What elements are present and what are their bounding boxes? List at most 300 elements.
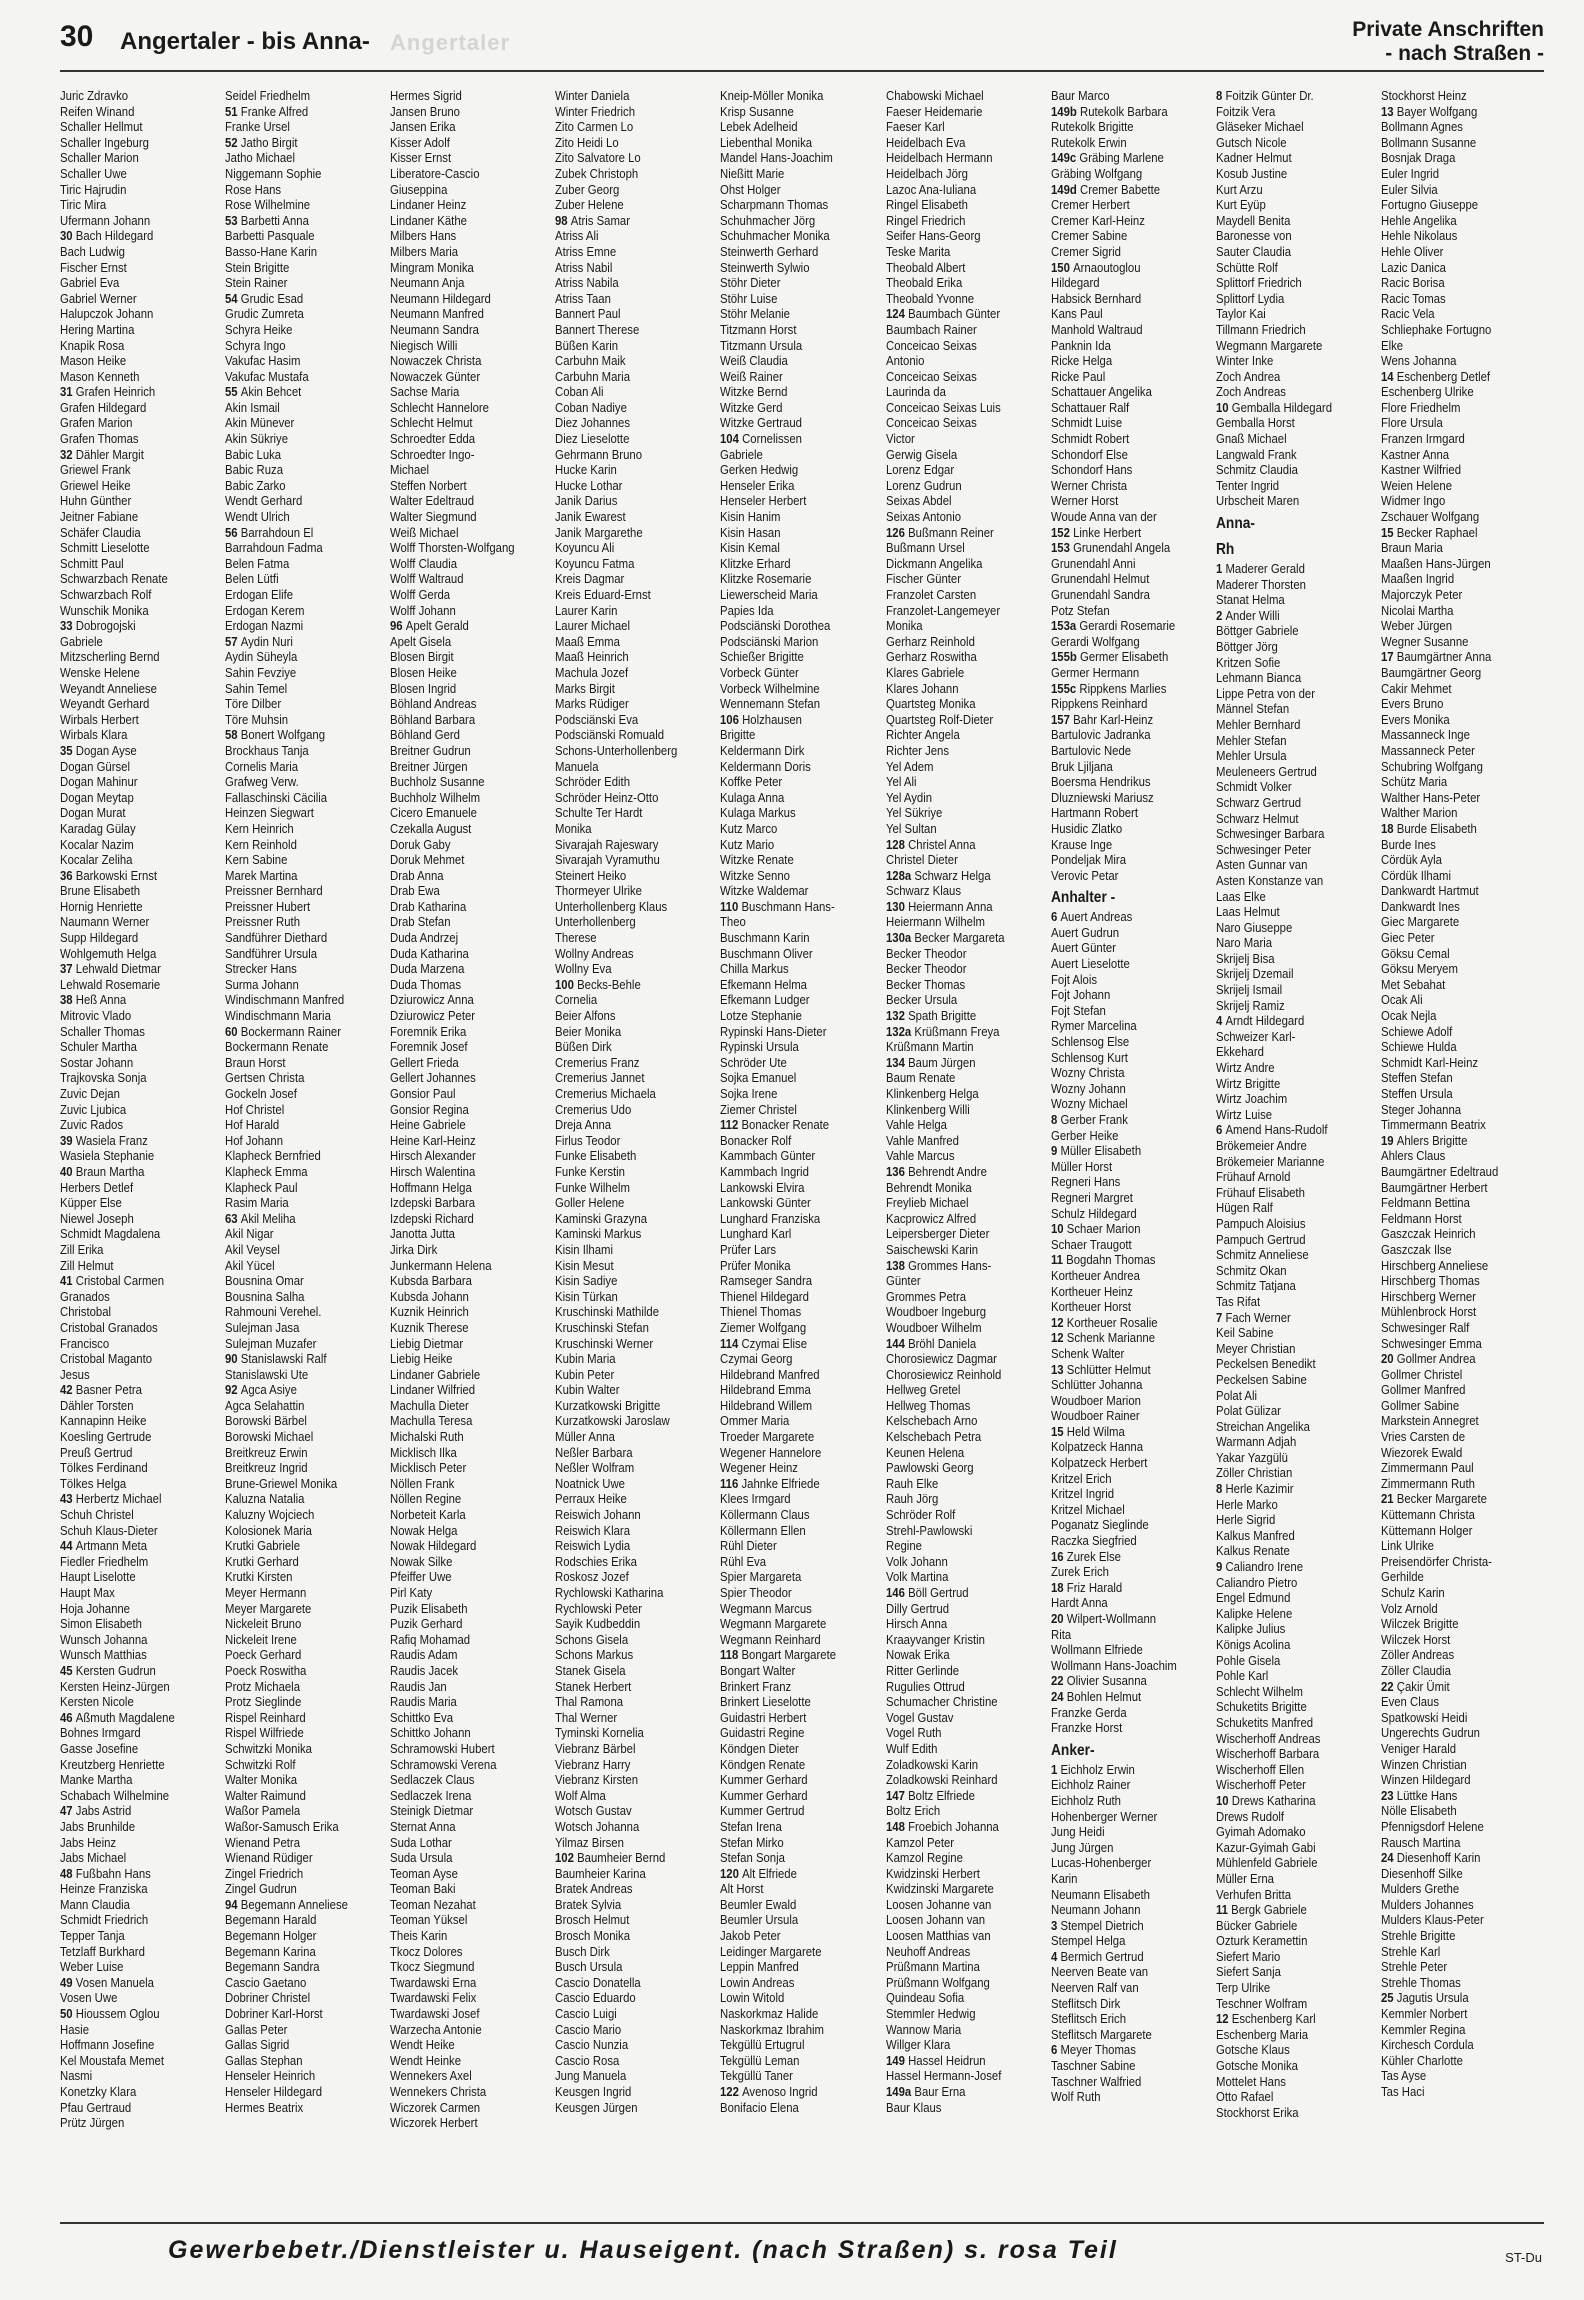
directory-entry: Kel Moustafa Memet	[60, 2052, 165, 2068]
directory-entry: Hof Johann	[225, 1132, 284, 1148]
directory-entry: Yel Sükriye	[885, 805, 942, 821]
directory-entry: Akin Münever	[225, 415, 295, 431]
house-number: 96	[390, 618, 406, 634]
directory-entry: Granados	[60, 1288, 110, 1304]
directory-entry: Büßen Karin	[555, 337, 619, 353]
directory-entry: Reiswich Johann	[555, 1507, 642, 1523]
directory-entry: Cornelia	[555, 992, 598, 1008]
directory-entry: Michalski Ruth	[390, 1429, 464, 1445]
directory-entry: 4 Bermich Gertrud	[1050, 1948, 1144, 1964]
directory-entry: Knapik Rosa	[60, 337, 125, 353]
directory-entry: Schwarzbach Rolf	[60, 587, 152, 602]
directory-entry: Stöhr Dieter	[720, 275, 781, 291]
directory-entry: Drab Katharina	[390, 898, 467, 914]
directory-entry: Liebig Heike	[390, 1351, 453, 1367]
directory-entry: Zito Salvatore Lo	[555, 150, 642, 166]
directory-entry: 149c Gräbing Marlene	[1050, 150, 1164, 166]
directory-entry: Laas Helmut	[1215, 904, 1280, 920]
directory-entry: 16 Zurek Else	[1050, 1548, 1121, 1564]
house-number: 36	[60, 867, 76, 883]
directory-entry: Schmitz Anneliese	[1215, 1247, 1309, 1263]
house-number: 30	[60, 228, 76, 244]
directory-entry: Cakir Mehmet	[1380, 680, 1452, 696]
directory-entry: Spatkowski Heidi	[1380, 1709, 1468, 1725]
directory-entry: Alt Horst	[720, 1881, 764, 1897]
directory-entry: Gerwig Gisela	[885, 446, 957, 462]
directory-entry: Quartsteg Monika	[885, 696, 976, 712]
directory-entry: Tiric Mira	[60, 197, 107, 213]
directory-entry: Schlecht Hannelore	[390, 399, 490, 415]
directory-entry: Eichholz Rainer	[1050, 1777, 1131, 1793]
directory-entry: Peckelsen Sabine	[1215, 1371, 1307, 1387]
directory-entry: Kulaga Anna	[720, 789, 785, 805]
directory-entry: Kritzen Sofie	[1215, 654, 1281, 670]
directory-entry: Brosch Helmut	[555, 1912, 630, 1928]
directory-entry: Raudis Jacek	[390, 1662, 459, 1678]
directory-entry: Podsciänski Romuald	[555, 727, 665, 743]
house-number: 63	[225, 1210, 241, 1226]
directory-entry: Volz Arnold	[1380, 1600, 1438, 1616]
directory-entry: Kern Heinrich	[225, 820, 294, 836]
directory-entry: Wienand Rüdiger	[225, 1850, 313, 1866]
house-number: 38	[60, 992, 76, 1008]
directory-entry: Pondeljak Mira	[1050, 852, 1126, 868]
directory-entry: Volk Johann	[885, 1553, 948, 1569]
directory-entry: Zuvic Dejan	[60, 1086, 120, 1101]
directory-entry: Loosen Matthias van	[885, 1928, 991, 1944]
directory-entry: Germer Hermann	[1050, 664, 1139, 680]
directory-entry: Beier Alfons	[555, 1008, 616, 1024]
directory-entry: Erdogan Nazmi	[225, 618, 304, 634]
directory-entry: Micklisch Peter	[390, 1460, 467, 1476]
directory-entry: 8 Gerber Frank	[1050, 1112, 1128, 1127]
directory-entry: Fojt Stefan	[1050, 1002, 1106, 1018]
directory-entry: Heine Gabriele	[390, 1117, 466, 1133]
directory-entry: 18 Burde Elisabeth	[1380, 820, 1477, 836]
directory-entry: Sivarajah Vyramuthu	[555, 852, 661, 868]
directory-entry: Cremer Herbert	[1050, 197, 1130, 213]
directory-entry: 104 Cornelissen	[720, 431, 803, 447]
directory-entry: Schons Markus	[555, 1647, 634, 1663]
directory-entry: Wollny Eva	[555, 961, 612, 977]
directory-entry: Werner Christa	[1050, 477, 1127, 493]
house-number: 6	[1050, 909, 1061, 925]
directory-entry: Hehle Nikolaus	[1380, 228, 1458, 244]
directory-entry: Günter	[885, 1273, 921, 1289]
house-number: 51	[225, 103, 241, 119]
directory-entry: Kammbach Ingrid	[720, 1163, 810, 1179]
directory-column	[225, 88, 390, 2213]
house-number: 153	[1050, 540, 1073, 556]
directory-entry: Kurzatkowski Brigitte	[555, 1397, 661, 1413]
directory-entry: Puzik Elisabeth	[390, 1600, 468, 1616]
directory-entry: Schütz Maria	[1380, 774, 1448, 790]
directory-entry: Becker Theodor	[885, 945, 967, 961]
directory-entry: Bruk Ljiljana	[1050, 758, 1113, 774]
directory-entry: Kosub Justine	[1215, 165, 1288, 181]
directory-entry: Kraayvanger Kristin	[885, 1631, 985, 1647]
directory-entry: Kaluzna Natalia	[225, 1491, 305, 1507]
directory-entry: Herle Marko	[1215, 1496, 1278, 1512]
directory-entry: Hering Martina	[60, 321, 135, 337]
directory-entry: Kannapinn Heike	[60, 1413, 147, 1429]
directory-entry: Schuketits Manfred	[1215, 1714, 1313, 1730]
directory-entry: Lehwald Rosemarie	[60, 976, 161, 992]
directory-entry: Lowin Witold	[720, 1990, 785, 2006]
directory-entry: Kummer Gerhard	[720, 1787, 809, 1803]
directory-entry: Ritter Gerlinde	[885, 1662, 959, 1678]
directory-entry: Zito Heidi Lo	[555, 134, 620, 150]
directory-entry: Wozny Michael	[1050, 1096, 1128, 1112]
directory-entry: Wischerhoff Andreas	[1215, 1730, 1321, 1746]
directory-entry: Gasse Josefine	[60, 1740, 139, 1756]
directory-entry: Schmidt Magdalena	[60, 1226, 161, 1242]
directory-entry: Funke Kerstin	[555, 1163, 626, 1179]
directory-entry: Evers Monika	[1380, 711, 1450, 727]
directory-entry: Dogan Gürsel	[60, 758, 130, 774]
directory-entry: Ramseger Sandra	[720, 1273, 813, 1289]
directory-entry: Zoladkowski Reinhard	[885, 1772, 998, 1788]
directory-entry: Apelt Gisela	[390, 633, 452, 649]
directory-entry: 157 Bahr Karl-Heinz	[1050, 711, 1153, 727]
directory-entry: Neumann Hildegard	[390, 290, 492, 306]
directory-entry: Fallaschinski Cäcilia	[225, 789, 328, 805]
directory-entry: Cremerius Udo	[555, 1101, 632, 1117]
directory-column	[390, 88, 555, 2213]
directory-entry: Theobald Yvonne	[885, 290, 974, 306]
directory-entry: Zoch Andrea	[1215, 368, 1281, 384]
directory-entry: 41 Cristobal Carmen	[60, 1273, 165, 1289]
directory-entry: Cascio Luigi	[555, 2006, 618, 2022]
directory-entry: Duda Katharina	[390, 945, 470, 961]
house-number: 147	[885, 1787, 908, 1803]
directory-entry: Panknin Ida	[1050, 337, 1111, 353]
directory-entry: Simon Elisabeth	[60, 1616, 142, 1632]
directory-entry: Wunschik Monika	[60, 602, 149, 618]
directory-entry: Meuleneers Gertrud	[1215, 763, 1317, 779]
directory-entry: Mulders Johannes	[1380, 1896, 1474, 1912]
directory-entry: 36 Barkowski Ernst	[60, 867, 158, 883]
directory-entry: Preissner Hubert	[225, 898, 311, 914]
directory-entry: Griewel Frank	[60, 462, 131, 478]
directory-entry: Neumann Anja	[390, 275, 465, 291]
directory-entry: Babic Zarko	[225, 477, 286, 493]
directory-entry: Wendt Heinke	[390, 2052, 462, 2068]
directory-entry: 120 Alt Elfriede	[720, 1865, 798, 1881]
directory-entry: Schütte Rolf	[1215, 259, 1278, 275]
directory-entry: Baumheier Karina	[555, 1865, 647, 1881]
directory-entry: Zill Erika	[60, 1241, 104, 1257]
directory-entry: Steflitsch Dirk	[1050, 1995, 1120, 2011]
directory-entry: Gerken Hedwig	[720, 462, 799, 478]
directory-entry: Skrijelj Ramiz	[1215, 997, 1285, 1013]
directory-entry: Henseler Heinrich	[225, 2068, 316, 2084]
directory-entry: Walter Monika	[225, 1772, 298, 1788]
directory-entry: Freylieb Michael	[885, 1195, 969, 1211]
directory-entry: Viebranz Kirsten	[555, 1772, 639, 1788]
directory-entry: Wollny Andreas	[555, 945, 634, 961]
directory-entry: Naumann Werner	[60, 914, 150, 930]
directory-entry: Gallas Sigrid	[225, 2037, 290, 2053]
directory-entry: Burde Ines	[1380, 836, 1436, 852]
directory-entry: Dickmann Angelika	[885, 555, 983, 571]
directory-entry: Potz Stefan	[1050, 602, 1110, 618]
directory-entry: Kastner Anna	[1380, 446, 1449, 462]
directory-entry: Zoch Andreas	[1215, 384, 1286, 400]
section-label-line1: Private Anschriften	[1352, 18, 1544, 41]
directory-entry: Neumann Manfred	[390, 306, 485, 322]
directory-entry: Stefan Irena	[720, 1818, 783, 1834]
directory-entry: Asten Gunnar van	[1215, 857, 1308, 873]
directory-column	[886, 88, 1051, 2213]
directory-entry: Blosen Heike	[390, 664, 458, 680]
directory-entry: Witzke Senno	[720, 867, 791, 883]
directory-entry: Breitner Gudrun	[390, 742, 471, 758]
directory-entry: Zoladkowski Karin	[885, 1756, 978, 1772]
directory-entry: Wendt Ulrich	[225, 509, 290, 525]
directory-entry: 30 Bach Hildegard	[60, 228, 154, 244]
directory-entry: Strehle Peter	[1380, 1959, 1448, 1975]
directory-entry: Thal Werner	[555, 1709, 618, 1725]
directory-entry: Thienel Hildegard	[720, 1288, 810, 1304]
directory-entry: Auert Günter	[1050, 940, 1116, 956]
directory-entry: Naro Giuseppe	[1215, 919, 1293, 935]
directory-entry: Brune Elisabeth	[60, 883, 141, 899]
directory-entry: Steffen Ursula	[1380, 1086, 1453, 1101]
directory-entry: Schabach Wilhelmine	[60, 1787, 170, 1803]
directory-entry: Wegener Hannelore	[720, 1444, 822, 1460]
house-number: 55	[225, 384, 241, 400]
directory-entry: Stemmler Hedwig	[885, 2006, 976, 2022]
directory-entry: Kortheuer Heinz	[1050, 1283, 1133, 1299]
directory-entry: Maydell Benita	[1215, 212, 1291, 228]
directory-entry: Hoffmann Josefine	[60, 2037, 155, 2053]
directory-entry: Cascio Mario	[555, 2021, 622, 2037]
directory-entry: Rypinski Hans-Dieter	[720, 1023, 827, 1039]
directory-entry: Dogan Murat	[60, 805, 126, 821]
directory-entry: Zimmermann Ruth	[1380, 1475, 1475, 1491]
directory-entry: 155b Germer Elisabeth	[1050, 649, 1168, 665]
directory-entry: Gerber Heike	[1050, 1127, 1119, 1143]
directory-entry: Wiezorek Ewald	[1380, 1444, 1463, 1460]
directory-entry: Schuh Christel	[60, 1507, 134, 1523]
directory-entry: Schwitzki Rolf	[225, 1756, 296, 1772]
directory-entry: Roskosz Jozef	[555, 1569, 630, 1585]
directory-entry: Tillmann Friedrich	[1215, 321, 1306, 337]
directory-entry: Raczka Siegfried	[1050, 1533, 1137, 1549]
directory-entry: Gellert Johannes	[390, 1070, 476, 1086]
house-number: 50	[60, 2006, 76, 2022]
directory-entry: Kisin Mesut	[555, 1257, 614, 1273]
directory-entry: Grunendahl Helmut	[1050, 571, 1150, 587]
directory-entry: Franzke Gerda	[1050, 1704, 1127, 1720]
directory-entry: Schmitz Tatjana	[1215, 1278, 1296, 1294]
directory-entry: Köllermann Claus	[720, 1507, 810, 1523]
directory-entry: Thienel Thomas	[720, 1304, 802, 1320]
directory-entry: Coban Ali	[555, 384, 604, 400]
directory-entry: Wollmann Hans-Joachim	[1050, 1657, 1177, 1673]
house-number: 132a	[885, 1023, 914, 1039]
directory-entry: Rühl Eva	[720, 1553, 767, 1569]
directory-entry: Drab Ewa	[390, 883, 441, 899]
directory-entry: Kaminski Markus	[555, 1226, 642, 1242]
directory-entry: Cristobal Maganto	[60, 1351, 153, 1367]
house-number: 4	[1050, 1948, 1061, 1964]
directory-entry: Janik Ewarest	[555, 509, 626, 525]
house-number: 90	[225, 1351, 241, 1367]
directory-entry: Hellweg Thomas	[885, 1397, 970, 1413]
directory-entry: 152 Linke Herbert	[1050, 524, 1141, 540]
directory-entry: Kaluzny Wojciech	[225, 1507, 315, 1523]
directory-entry: Peckelsen Benedikt	[1215, 1356, 1316, 1372]
directory-entry: Schenk Walter	[1050, 1345, 1124, 1361]
directory-entry: Richter Jens	[885, 742, 949, 758]
directory-entry: Jabs Michael	[60, 1850, 127, 1866]
directory-entry: Klinkenberg Willi	[885, 1101, 970, 1117]
directory-entry: Mehler Ursula	[1215, 748, 1287, 764]
directory-entry: Müller Anna	[555, 1429, 616, 1445]
directory-entry: Puzik Gerhard	[390, 1616, 463, 1632]
directory-entry: Schyra Heike	[225, 321, 293, 337]
directory-entry: Kortheuer Horst	[1050, 1299, 1131, 1315]
directory-entry: Zuber Helene	[555, 197, 625, 213]
directory-entry: Stanislawski Ute	[225, 1366, 309, 1382]
directory-entry: Eschenberg Ulrike	[1380, 384, 1474, 400]
directory-entry: Conceicao Seixas	[885, 415, 977, 431]
directory-entry: Schröder Heinz-Otto	[555, 789, 659, 805]
directory-entry: Timmermann Beatrix	[1380, 1117, 1486, 1133]
house-number: 53	[225, 212, 241, 228]
house-number: 106	[720, 711, 743, 727]
directory-entry: Hoffmann Helga	[390, 1179, 472, 1195]
directory-entry: Jirka Dirk	[390, 1241, 438, 1257]
directory-entry: Spier Theodor	[720, 1585, 793, 1600]
directory-entry: Viebranz Bärbel	[555, 1740, 636, 1756]
directory-entry: Husidic Zlatko	[1050, 820, 1122, 836]
directory-entry: 25 Jagutis Ursula	[1380, 1990, 1469, 2006]
directory-entry: Ricke Helga	[1050, 353, 1112, 369]
directory-entry: Grafen Marion	[60, 415, 133, 431]
directory-entry: Caliandro Pietro	[1215, 1574, 1298, 1590]
directory-entry: Steger Johanna	[1380, 1101, 1461, 1117]
house-number: 20	[1380, 1351, 1397, 1367]
directory-entry: Wischerhoff Ellen	[1215, 1761, 1304, 1777]
directory-entry: Taschner Sabine	[1050, 2058, 1136, 2074]
directory-entry: Gertsen Christa	[225, 1070, 305, 1086]
directory-entry: Hornig Henriette	[60, 898, 143, 914]
directory-entry: Gollmer Sabine	[1380, 1397, 1460, 1413]
directory-entry: Schweizer Karl-	[1215, 1028, 1296, 1044]
directory-entry: Cascio Rosa	[555, 2052, 620, 2068]
directory-entry: 35 Dogan Ayse	[60, 742, 137, 758]
directory-entry: Stempel Helga	[1050, 1933, 1126, 1949]
directory-entry: Eichholz Ruth	[1050, 1792, 1121, 1808]
directory-entry: 106 Holzhausen	[720, 711, 803, 727]
house-number: 43	[60, 1491, 76, 1507]
directory-entry: Woudboer Wilhelm	[885, 1319, 982, 1335]
directory-entry: Kutz Marco	[720, 820, 778, 836]
directory-entry: Mulders Klaus-Peter	[1380, 1912, 1484, 1928]
directory-entry: Brigitte	[720, 727, 756, 743]
directory-entry: Nowaczek Günter	[390, 368, 481, 384]
directory-entry: 63 Akil Meliha	[225, 1210, 296, 1226]
directory-entry: Cristobal Granados	[60, 1319, 158, 1335]
directory-entry: Pirl Katy	[390, 1585, 433, 1600]
directory-entry: 146 Böll Gertrud	[885, 1585, 969, 1600]
directory-entry: Laurer Karin	[555, 602, 618, 618]
directory-entry: Karin	[1050, 1870, 1078, 1886]
directory-entry: Theobald Erika	[885, 275, 962, 291]
directory-entry: Schwarz Klaus	[885, 883, 961, 899]
directory-entry: Nießitt Marie	[720, 165, 785, 181]
directory-entry: Bücker Gabriele	[1215, 1917, 1298, 1933]
directory-entry: Gabriel Werner	[60, 290, 137, 306]
house-number: 6	[1050, 2042, 1061, 2058]
directory-entry: Doruk Mehmet	[390, 852, 465, 868]
directory-entry: Schattauer Ralf	[1050, 399, 1129, 415]
directory-entry: Breitkreuz Erwin	[225, 1444, 308, 1460]
directory-entry: Schlecht Helmut	[390, 415, 473, 431]
directory-entry: Heidelbach Hermann	[885, 150, 993, 166]
directory-entry: Neßler Barbara	[555, 1444, 633, 1460]
directory-entry: Seifer Hans-Georg	[885, 228, 981, 244]
house-number: 149	[885, 2052, 908, 2068]
directory-entry: Machulla Dieter	[390, 1397, 470, 1413]
house-number: 149d	[1050, 181, 1080, 197]
directory-entry: Taylor Kai	[1215, 306, 1266, 322]
directory-entry: Krisp Susanne	[720, 103, 795, 119]
directory-entry: Tiric Hajrudin	[60, 181, 127, 197]
directory-entry: Dobriner Christel	[225, 1990, 311, 2006]
directory-entry: Euler Silvia	[1380, 181, 1438, 197]
directory-entry: 150 Arnaoutoglou	[1050, 259, 1141, 275]
house-number: 22	[1050, 1673, 1067, 1689]
directory-entry: Atriss Taan	[555, 290, 612, 306]
directory-entry: Quartsteg Rolf-Dieter	[885, 711, 993, 727]
directory-entry: Bousnina Salha	[225, 1288, 305, 1304]
directory-entry: Lazoc Ana-Iuliana	[885, 181, 976, 197]
directory-entry: Gallas Peter	[225, 2021, 288, 2037]
directory-entry: Zurek Erich	[1050, 1564, 1109, 1580]
directory-entry: Gerharz Roswitha	[885, 649, 977, 665]
directory-entry: Asten Konstanze van	[1215, 872, 1323, 888]
directory-entry: Begemann Sandra	[225, 1959, 320, 1975]
directory-entry: Kummer Gerhard	[720, 1772, 809, 1788]
directory-entry: Thal Ramona	[555, 1694, 624, 1710]
directory-entry: Basso-Hane Karin	[225, 243, 318, 259]
directory-entry: Trajkovska Sonja	[60, 1070, 147, 1086]
directory-entry: Lippe Petra von der	[1215, 685, 1315, 701]
directory-entry: Duda Thomas	[390, 976, 462, 992]
directory-entry: Waßor Pamela	[225, 1803, 301, 1819]
directory-entry: Marks Rüdiger	[555, 696, 630, 712]
directory-entry: 56 Barrahdoun El	[225, 524, 314, 540]
house-number: 10	[1215, 399, 1232, 415]
directory-entry: Atriss Emne	[555, 243, 617, 259]
directory-entry: Weber Luise	[60, 1959, 124, 1975]
directory-entry: Tetzlaff Burkhard	[60, 1943, 145, 1959]
directory-entry: Bartulovic Jadranka	[1050, 727, 1151, 743]
directory-entry: Skrijelj Ismail	[1215, 982, 1282, 998]
directory-entry: Kubin Walter	[555, 1382, 620, 1398]
directory-entry: Kwidzinski Margarete	[885, 1881, 994, 1897]
directory-entry: Baronesse von	[1215, 228, 1292, 244]
directory-entry: Kisin Sadiye	[555, 1273, 618, 1289]
directory-entry: Janik Darius	[555, 493, 618, 509]
directory-entry: Hehle Oliver	[1380, 243, 1444, 259]
directory-entry: Rippkens Reinhard	[1050, 696, 1148, 712]
directory-entry: 50 Hioussem Oglou	[60, 2006, 160, 2022]
